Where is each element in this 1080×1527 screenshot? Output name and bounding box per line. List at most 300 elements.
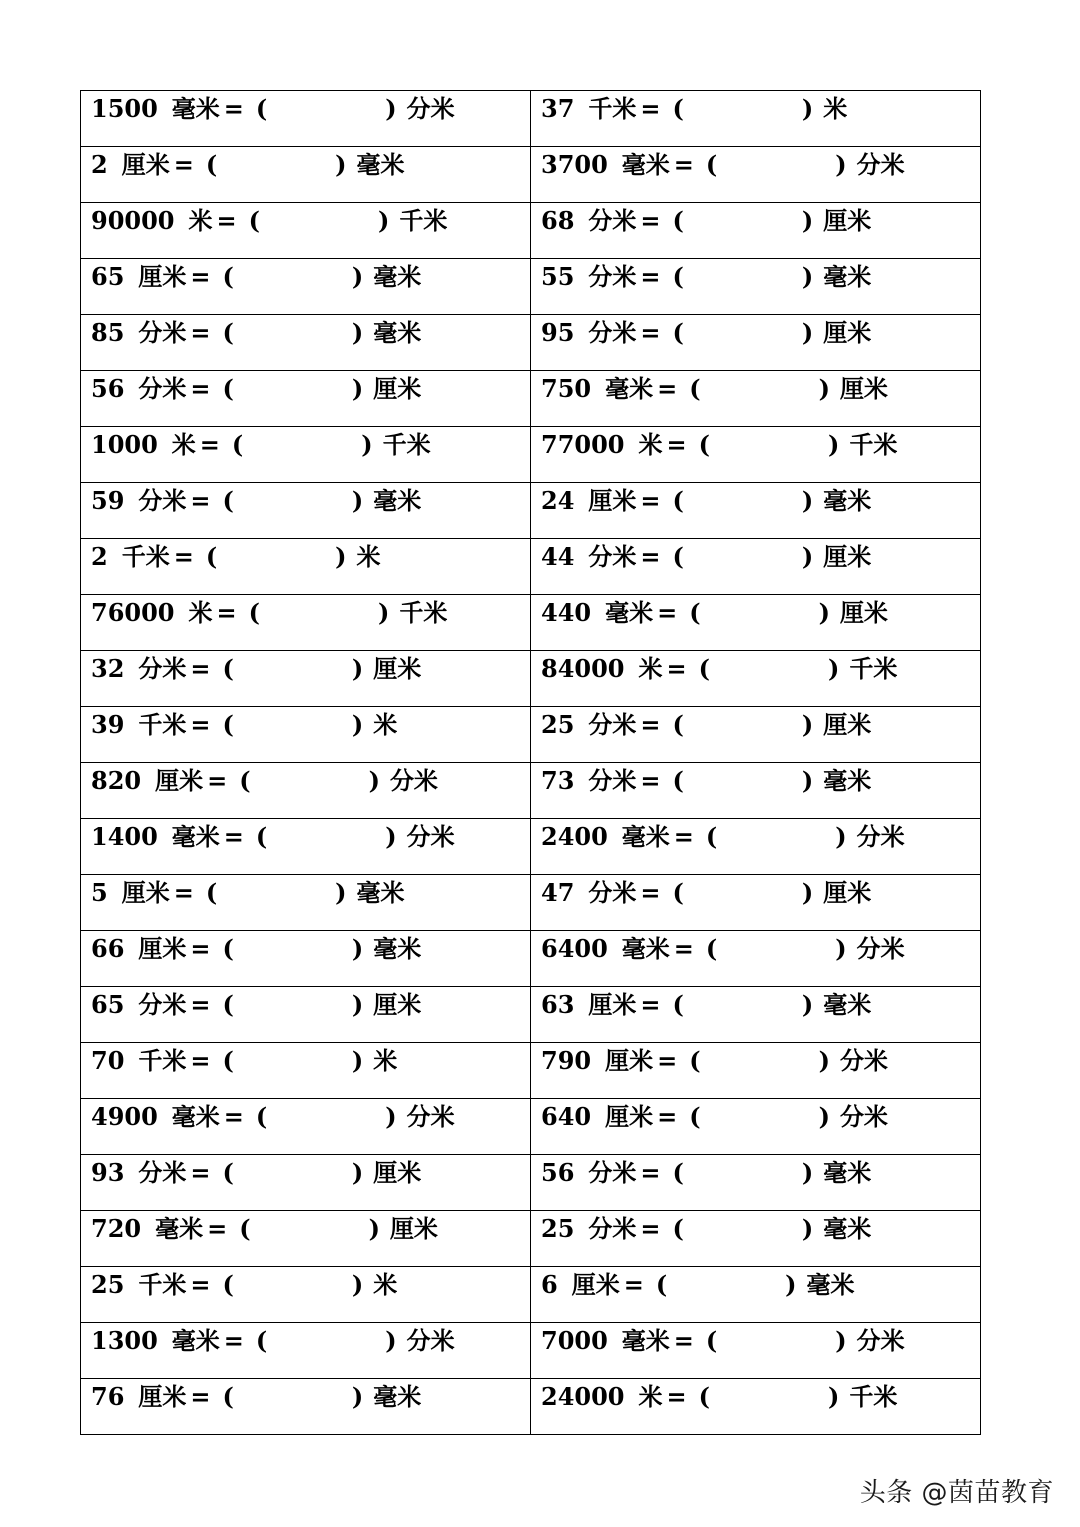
conversion-problem [531, 315, 980, 370]
problem-cell [531, 315, 981, 371]
target-unit: 厘米 [823, 318, 872, 347]
problem-value: 65 [91, 990, 125, 1019]
equals-sign: = [640, 990, 661, 1019]
problem-cell [81, 707, 531, 763]
problem-text [541, 1326, 905, 1355]
worksheet-row [81, 595, 981, 651]
target-unit: 厘米 [839, 374, 888, 403]
source-unit: 千米 [121, 542, 170, 571]
target-unit: 分米 [856, 1326, 905, 1355]
equals-sign: = [190, 486, 211, 515]
open-paren: ( [689, 598, 701, 627]
open-paren: ( [672, 710, 684, 739]
equals-sign: = [223, 1102, 244, 1131]
source-unit: 分米 [588, 262, 637, 291]
conversion-problem [531, 91, 980, 146]
watermark: 头条 @茵苗教育 [859, 1478, 1054, 1508]
open-paren: ( [705, 934, 718, 963]
conversion-problem [531, 1211, 980, 1266]
problem-text [541, 1158, 872, 1187]
conversion-problem [531, 1323, 980, 1378]
problem-cell [531, 371, 981, 427]
source-unit: 分米 [138, 486, 187, 515]
close-paren: ) [835, 150, 847, 179]
problem-cell [81, 315, 531, 371]
target-unit: 毫米 [373, 934, 422, 963]
problem-value: 76000 [91, 598, 175, 627]
problem-cell [531, 1043, 981, 1099]
open-paren: ( [222, 1270, 234, 1299]
target-unit: 分米 [839, 1102, 888, 1131]
open-paren: ( [672, 486, 684, 515]
source-unit: 厘米 [605, 1102, 654, 1131]
conversion-problem [81, 1379, 530, 1434]
source-unit: 厘米 [588, 486, 637, 515]
problem-cell [531, 987, 981, 1043]
source-unit: 米 [638, 654, 663, 683]
close-paren: ) [801, 766, 814, 795]
conversion-problem [81, 819, 530, 874]
target-unit: 毫米 [373, 318, 422, 347]
worksheet-row [81, 203, 981, 259]
open-paren: ( [672, 94, 684, 123]
equals-sign: = [190, 654, 211, 683]
equals-sign: = [673, 1326, 694, 1355]
target-unit: 分米 [406, 1102, 455, 1131]
equals-sign: = [216, 598, 237, 627]
close-paren: ) [377, 598, 390, 627]
problem-value: 5 [91, 878, 108, 907]
close-paren: ) [335, 150, 347, 179]
problem-cell [81, 1099, 531, 1155]
close-paren: ) [801, 1158, 814, 1187]
target-unit: 厘米 [839, 598, 888, 627]
open-paren: ( [222, 990, 234, 1019]
conversion-problem [81, 371, 530, 426]
problem-cell [81, 147, 531, 203]
open-paren: ( [222, 654, 234, 683]
problem-value: 790 [541, 1046, 592, 1075]
close-paren: ) [385, 1102, 397, 1131]
close-paren: ) [801, 542, 814, 571]
problem-cell [81, 539, 531, 595]
source-unit: 厘米 [588, 990, 637, 1019]
problem-value: 25 [541, 1214, 575, 1243]
conversion-problem [531, 595, 980, 650]
close-paren: ) [351, 654, 364, 683]
close-paren: ) [351, 710, 364, 739]
source-unit: 分米 [138, 374, 187, 403]
problem-text [541, 262, 872, 291]
problem-value: 56 [91, 374, 125, 403]
equals-sign: = [640, 318, 661, 347]
source-unit: 分米 [588, 1214, 637, 1243]
problem-text [91, 1270, 398, 1299]
close-paren: ) [827, 654, 840, 683]
problem-text [91, 318, 422, 347]
conversion-problem [81, 427, 530, 482]
problem-cell [531, 931, 981, 987]
problem-value: 90000 [91, 206, 175, 235]
problem-value: 47 [541, 878, 575, 907]
equals-sign: = [190, 262, 211, 291]
worksheet-row [81, 147, 981, 203]
open-paren: ( [205, 150, 218, 179]
problem-cell [531, 1211, 981, 1267]
worksheet-row [81, 371, 981, 427]
problem-text [541, 934, 905, 963]
equals-sign: = [640, 206, 661, 235]
problem-cell [81, 595, 531, 651]
source-unit: 毫米 [155, 1214, 204, 1243]
equals-sign: = [666, 654, 687, 683]
target-unit: 米 [373, 710, 398, 739]
conversion-problem [531, 427, 980, 482]
problem-text [541, 878, 872, 907]
target-unit: 毫米 [356, 878, 405, 907]
close-paren: ) [801, 710, 814, 739]
equals-sign: = [199, 430, 220, 459]
problem-value: 4900 [91, 1102, 158, 1131]
source-unit: 分米 [588, 318, 637, 347]
equals-sign: = [640, 486, 661, 515]
problem-value: 32 [91, 654, 125, 683]
open-paren: ( [222, 1158, 234, 1187]
problem-text [541, 710, 872, 739]
open-paren: ( [672, 542, 684, 571]
problem-cell [531, 147, 981, 203]
problem-text [541, 766, 872, 795]
open-paren: ( [705, 150, 718, 179]
problem-text [541, 990, 872, 1019]
problem-cell [531, 1099, 981, 1155]
source-unit: 米 [188, 598, 213, 627]
worksheet-row [81, 1099, 981, 1155]
problem-text [541, 318, 872, 347]
problem-cell [81, 875, 531, 931]
open-paren: ( [255, 1326, 268, 1355]
close-paren: ) [801, 878, 814, 907]
open-paren: ( [222, 318, 234, 347]
conversion-problem [531, 987, 980, 1042]
open-paren: ( [689, 1102, 701, 1131]
equals-sign: = [640, 878, 661, 907]
problem-text [91, 710, 398, 739]
problem-text [91, 1046, 398, 1075]
worksheet-row [81, 427, 981, 483]
problem-value: 720 [91, 1214, 142, 1243]
close-paren: ) [385, 94, 397, 123]
open-paren: ( [689, 374, 701, 403]
problem-value: 1500 [91, 94, 158, 123]
source-unit: 毫米 [621, 934, 670, 963]
target-unit: 毫米 [373, 1382, 422, 1411]
problem-value: 2 [91, 150, 108, 179]
source-unit: 毫米 [621, 822, 670, 851]
problem-cell [531, 1155, 981, 1211]
source-unit: 毫米 [171, 1326, 220, 1355]
close-paren: ) [351, 1158, 364, 1187]
equals-sign: = [190, 990, 211, 1019]
open-paren: ( [239, 766, 251, 795]
problem-value: 84000 [541, 654, 625, 683]
target-unit: 毫米 [373, 486, 422, 515]
open-paren: ( [672, 206, 684, 235]
problem-value: 68 [541, 206, 575, 235]
worksheet-row [81, 819, 981, 875]
open-paren: ( [689, 1046, 701, 1075]
target-unit: 米 [823, 94, 848, 123]
source-unit: 厘米 [121, 150, 170, 179]
conversion-problem [81, 1323, 530, 1378]
problem-value: 6400 [541, 934, 608, 963]
conversion-problem [81, 1155, 530, 1210]
problem-cell [81, 91, 531, 147]
problem-text [541, 1046, 888, 1075]
equals-sign: = [190, 374, 211, 403]
problem-text [91, 598, 448, 627]
problem-value: 440 [541, 598, 592, 627]
equals-sign: = [190, 1382, 211, 1411]
equals-sign: = [657, 1102, 678, 1131]
equals-sign: = [173, 150, 194, 179]
problem-cell [531, 651, 981, 707]
close-paren: ) [351, 318, 364, 347]
problem-cell [531, 763, 981, 819]
close-paren: ) [335, 542, 347, 571]
worksheet-row [81, 1379, 981, 1435]
conversion-problem [81, 1211, 530, 1266]
target-unit: 毫米 [823, 486, 872, 515]
problem-value: 55 [541, 262, 575, 291]
equals-sign: = [190, 934, 211, 963]
equals-sign: = [673, 934, 694, 963]
problem-value: 25 [91, 1270, 125, 1299]
problem-text [541, 598, 888, 627]
equals-sign: = [223, 1326, 244, 1355]
problem-text [91, 94, 455, 123]
target-unit: 分米 [856, 822, 905, 851]
conversion-problem [531, 371, 980, 426]
problem-cell [531, 539, 981, 595]
target-unit: 米 [373, 1270, 398, 1299]
problem-cell [531, 427, 981, 483]
source-unit: 毫米 [621, 150, 670, 179]
equals-sign: = [623, 1270, 644, 1299]
conversion-problem [81, 931, 530, 986]
problem-text [91, 878, 405, 907]
problem-value: 25 [541, 710, 575, 739]
problem-value: 37 [541, 94, 575, 123]
problem-text [91, 1382, 422, 1411]
open-paren: ( [672, 262, 684, 291]
target-unit: 厘米 [389, 1214, 438, 1243]
source-unit: 分米 [138, 990, 187, 1019]
problem-cell [81, 483, 531, 539]
problem-value: 1000 [91, 430, 158, 459]
problem-text [541, 1382, 898, 1411]
problem-value: 93 [91, 1158, 125, 1187]
close-paren: ) [801, 94, 814, 123]
conversion-problem [81, 707, 530, 762]
target-unit: 千米 [382, 430, 431, 459]
conversion-problem [81, 875, 530, 930]
conversion-problem [531, 483, 980, 538]
open-paren: ( [248, 206, 260, 235]
close-paren: ) [351, 486, 364, 515]
open-paren: ( [705, 1326, 718, 1355]
problem-value: 2 [91, 542, 108, 571]
source-unit: 毫米 [621, 1326, 670, 1355]
problem-text [91, 150, 405, 179]
problem-cell [531, 875, 981, 931]
worksheet-row [81, 483, 981, 539]
source-unit: 分米 [138, 1158, 187, 1187]
problem-text [91, 1158, 422, 1187]
close-paren: ) [361, 430, 373, 459]
conversion-problem [81, 91, 530, 146]
open-paren: ( [222, 486, 234, 515]
problem-cell [531, 707, 981, 763]
source-unit: 分米 [588, 1158, 637, 1187]
problem-value: 3700 [541, 150, 608, 179]
problem-text [541, 486, 872, 515]
problem-value: 59 [91, 486, 125, 515]
conversion-problem [531, 203, 980, 258]
open-paren: ( [655, 1270, 668, 1299]
problem-text [91, 822, 455, 851]
open-paren: ( [205, 878, 218, 907]
problem-value: 95 [541, 318, 575, 347]
equals-sign: = [640, 1214, 661, 1243]
target-unit: 毫米 [823, 1158, 872, 1187]
problem-text [91, 654, 422, 683]
close-paren: ) [335, 878, 347, 907]
conversion-problem [531, 651, 980, 706]
conversion-problem [531, 707, 980, 762]
target-unit: 厘米 [373, 990, 422, 1019]
target-unit: 毫米 [356, 150, 405, 179]
source-unit: 厘米 [138, 1382, 187, 1411]
problem-value: 56 [541, 1158, 575, 1187]
worksheet-row [81, 259, 981, 315]
equals-sign: = [190, 1158, 211, 1187]
equals-sign: = [640, 542, 661, 571]
worksheet-row [81, 931, 981, 987]
open-paren: ( [672, 878, 684, 907]
target-unit: 千米 [399, 206, 448, 235]
worksheet-row [81, 1155, 981, 1211]
target-unit: 厘米 [823, 542, 872, 571]
source-unit: 千米 [588, 94, 637, 123]
open-paren: ( [698, 654, 710, 683]
close-paren: ) [801, 262, 814, 291]
open-paren: ( [255, 94, 268, 123]
problem-cell [81, 1043, 531, 1099]
worksheet-row [81, 763, 981, 819]
worksheet-row [81, 1267, 981, 1323]
problem-value: 70 [91, 1046, 125, 1075]
source-unit: 米 [188, 206, 213, 235]
target-unit: 厘米 [373, 654, 422, 683]
conversion-problem [531, 539, 980, 594]
source-unit: 厘米 [121, 878, 170, 907]
source-unit: 千米 [138, 1270, 187, 1299]
conversion-problem [81, 315, 530, 370]
open-paren: ( [672, 1214, 684, 1243]
source-unit: 千米 [138, 710, 187, 739]
problem-cell [531, 483, 981, 539]
open-paren: ( [672, 766, 684, 795]
open-paren: ( [255, 822, 268, 851]
problem-cell [81, 203, 531, 259]
close-paren: ) [835, 822, 847, 851]
target-unit: 厘米 [823, 878, 872, 907]
close-paren: ) [377, 206, 390, 235]
conversion-problem [81, 203, 530, 258]
target-unit: 毫米 [823, 766, 872, 795]
close-paren: ) [801, 206, 814, 235]
source-unit: 分米 [588, 710, 637, 739]
problem-cell [81, 1323, 531, 1379]
problem-cell [81, 987, 531, 1043]
conversion-problem [81, 987, 530, 1042]
source-unit: 毫米 [171, 94, 220, 123]
problem-text [91, 486, 422, 515]
problem-cell [81, 427, 531, 483]
equals-sign: = [190, 710, 211, 739]
close-paren: ) [385, 1326, 397, 1355]
open-paren: ( [222, 710, 234, 739]
source-unit: 分米 [588, 766, 637, 795]
source-unit: 毫米 [171, 822, 220, 851]
problem-text [541, 1102, 888, 1131]
open-paren: ( [672, 318, 684, 347]
equals-sign: = [640, 710, 661, 739]
problem-cell [81, 819, 531, 875]
worksheet-row [81, 1211, 981, 1267]
source-unit: 厘米 [571, 1270, 620, 1299]
conversion-problem [81, 595, 530, 650]
problem-text [91, 934, 422, 963]
open-paren: ( [231, 430, 244, 459]
equals-sign: = [640, 1158, 661, 1187]
conversion-problem [81, 1267, 530, 1322]
conversion-problem [531, 259, 980, 314]
target-unit: 千米 [849, 430, 898, 459]
target-unit: 毫米 [823, 990, 872, 1019]
conversion-problem [81, 763, 530, 818]
open-paren: ( [222, 934, 234, 963]
open-paren: ( [705, 822, 718, 851]
conversion-problem [531, 1099, 980, 1154]
problem-cell [531, 819, 981, 875]
close-paren: ) [351, 1046, 364, 1075]
problem-cell [531, 91, 981, 147]
target-unit: 毫米 [373, 262, 422, 291]
close-paren: ) [835, 934, 847, 963]
open-paren: ( [222, 262, 234, 291]
worksheet-row [81, 707, 981, 763]
close-paren: ) [827, 1382, 840, 1411]
source-unit: 厘米 [138, 934, 187, 963]
worksheet-row [81, 91, 981, 147]
target-unit: 分米 [406, 94, 455, 123]
source-unit: 毫米 [171, 1102, 220, 1131]
problem-text [91, 766, 438, 795]
problem-cell [81, 259, 531, 315]
equals-sign: = [673, 150, 694, 179]
